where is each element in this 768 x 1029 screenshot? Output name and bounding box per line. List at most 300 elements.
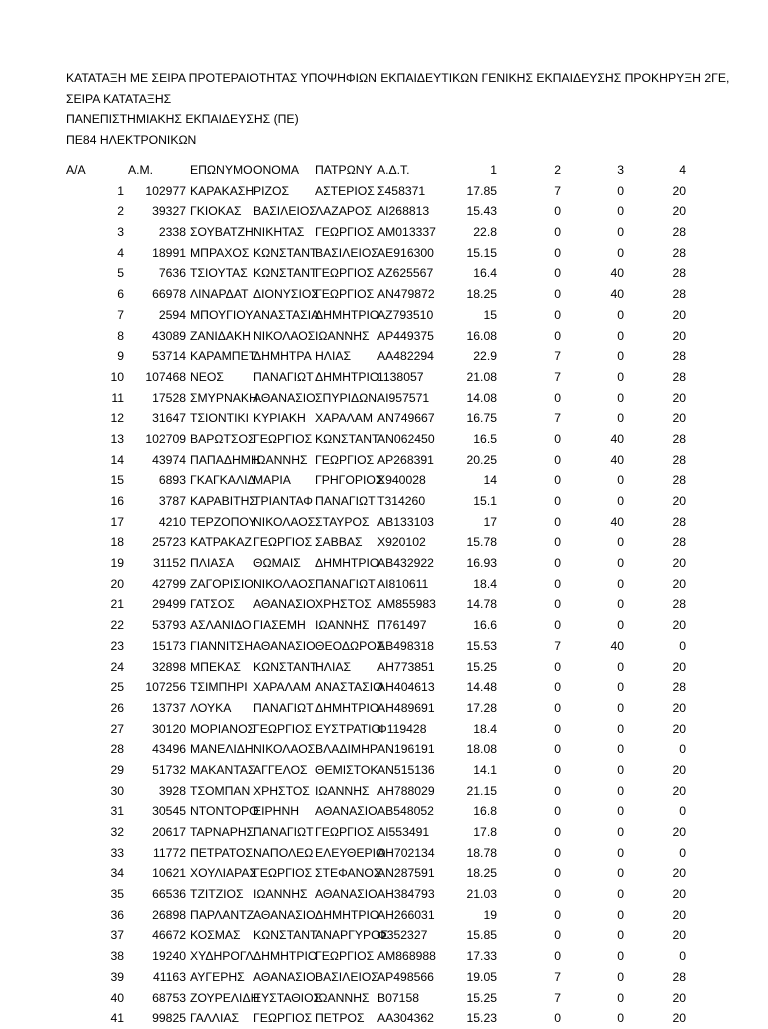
cell-3: 0 [617,245,624,260]
cell-4: 20 [672,411,686,426]
cell-aa: 26 [110,700,124,715]
cell-patronymo: ΣΠΥΡΙΔΩΝ [315,390,378,405]
cell-aa: 31 [110,804,124,819]
cell-onoma: ΔΗΜΗΤΡΑ [253,349,312,364]
cell-1: 18.25 [466,287,497,302]
cell-3: 0 [617,845,624,860]
cell-am: 53793 [152,618,186,633]
cell-aa: 18 [110,535,124,550]
cell-adt: ΑΝ062450 [377,431,435,446]
cell-2: 7 [554,183,561,198]
cell-eponymo: ΤΣΙΟΝΤΙΚΙ [190,411,249,426]
cell-4: 28 [672,597,686,612]
cell-onoma: ΑΘΑΝΑΣΙΟ [253,638,316,653]
cell-eponymo: ΛΟΥΚΑ [190,700,232,715]
table-row [0,636,768,657]
cell-adt: ΑΒ133103 [377,514,434,529]
cell-3: 0 [617,307,624,322]
cell-adt: ΑΡ498566 [377,969,434,984]
cell-3: 0 [617,556,624,571]
cell-onoma: ΝΑΠΟΛΕΩ [253,845,314,860]
cell-patronymo: ΔΗΜΗΤΡΙΟ [315,307,380,322]
cell-am: 10621 [152,866,186,881]
cell-adt: ΑΜ013337 [377,225,436,240]
cell-2: 0 [554,390,561,405]
cell-eponymo: ΜΠΟΥΓΙΟΥ [190,307,254,322]
cell-am: 107256 [145,680,186,695]
cell-am: 43496 [152,742,186,757]
cell-patronymo: ΣΤΕΦΑΝΟΣ [315,866,382,881]
cell-4: 28 [672,349,686,364]
cell-2: 0 [554,762,561,777]
cell-2: 0 [554,535,561,550]
cell-eponymo: ΑΣΛΑΝΙΔΟ [190,618,252,633]
cell-3: 40 [610,287,624,302]
cell-4: 0 [679,638,686,653]
cell-eponymo: ΚΑΡΑΒΙΤΗΣ [190,494,257,508]
cell-aa: 17 [110,514,124,529]
cell-2: 0 [554,556,561,571]
cell-4: 20 [672,390,686,405]
cell-3: 0 [617,907,624,922]
cell-am: 17528 [152,390,186,405]
cell-2: 0 [554,887,561,902]
cell-patronymo: ΘΕΟΔΩΡΟΣ [315,638,385,653]
cell-2: 0 [554,597,561,612]
cell-am: 41163 [153,969,186,984]
cell-4: 20 [672,866,686,881]
cell-am: 3928 [158,783,186,798]
cell-adt: ΑΕ916300 [377,245,434,260]
table-row [0,1008,768,1029]
cell-patronymo: ΔΗΜΗΤΡΙΟ [315,556,380,571]
cell-1: 18.78 [466,845,497,860]
cell-3: 40 [610,266,624,281]
cell-3: 0 [617,949,624,964]
cell-2: 0 [554,866,561,881]
cell-aa: 16 [110,494,124,508]
cell-adt: ΑΝ196191 [377,742,435,757]
cell-am: 99825 [152,1011,186,1026]
table-body [0,181,768,1029]
cell-1: 21.03 [466,887,497,902]
cell-onoma: ΓΕΩΡΓΙΟΣ [253,431,313,446]
cell-am: 102977 [145,183,186,198]
cell-1: 22.8 [473,225,497,240]
cell-eponymo: ΣΟΥΒΑΤΖΗ [190,225,254,240]
cell-2: 7 [554,369,561,384]
cell-1: 15.23 [466,1011,497,1026]
table-row [0,739,768,760]
cell-2: 7 [554,411,561,426]
cell-4: 0 [679,742,686,757]
table-row [0,491,768,512]
cell-patronymo: ΓΡΗΓΟΡΙΟΣ [315,473,384,488]
col-header-3: 3 [617,163,624,177]
cell-aa: 13 [110,431,124,446]
cell-3: 0 [617,990,624,1005]
cell-4: 20 [672,556,686,571]
cell-1: 15.25 [466,659,497,674]
cell-adt: ΑΖ625567 [377,266,434,281]
cell-eponymo: ΓΑΛΛΙΑΣ [190,1011,240,1026]
cell-4: 20 [672,721,686,736]
cell-aa: 2 [117,204,124,219]
cell-4: 20 [672,928,686,943]
table-row [0,512,768,533]
cell-2: 0 [554,576,561,591]
table-row [0,925,768,946]
cell-aa: 23 [110,638,124,653]
cell-aa: 10 [110,369,124,384]
cell-eponymo: ΝΤΟΝΤΟΡΟ [190,804,259,819]
table-row [0,801,768,822]
cell-onoma: ΤΡΙΑΝΤΑΦ [253,494,313,508]
cell-1: 15.25 [466,990,497,1005]
cell-1: 21.08 [466,369,497,384]
cell-2: 7 [554,638,561,653]
cell-4: 28 [672,680,686,695]
cell-2: 7 [554,990,561,1005]
cell-patronymo: ΕΥΣΤΡΑΤΙΟ [315,721,381,736]
cell-aa: 25 [110,680,124,695]
cell-patronymo: ΒΛΑΔΙΜΗΡ [315,742,379,757]
cell-patronymo: ΓΕΩΡΓΙΟΣ [315,225,375,240]
cell-am: 30120 [152,721,186,736]
table-row [0,305,768,326]
cell-eponymo: ΠΑΡΛΑΝΤΖ [190,907,255,922]
cell-eponymo: ΓΙΑΝΝΙΤΣΗ [190,638,253,653]
col-header-2: 2 [554,163,561,177]
cell-aa: 15 [110,473,124,488]
cell-eponymo: ΤΣΙΜΠΗΡΙ [190,680,248,695]
col-header-eponymo: ΕΠΩΝΥΜΟ [190,163,253,177]
cell-am: 25723 [152,535,186,550]
cell-4: 20 [672,783,686,798]
cell-3: 0 [617,762,624,777]
cell-am: 46672 [152,928,186,943]
table-row [0,470,768,491]
cell-am: 30545 [152,804,186,819]
cell-patronymo: ΑΘΑΝΑΣΙΟ [315,887,378,902]
cell-4: 0 [679,804,686,819]
cell-3: 0 [617,887,624,902]
cell-eponymo: ΧΥΔΗΡΟΓΛ [190,949,254,964]
cell-am: 39327 [152,204,186,219]
cell-onoma: ΧΡΗΣΤΟΣ [253,783,310,798]
cell-eponymo: ΑΥΓΕΡΗΣ [190,969,245,984]
cell-3: 0 [617,390,624,405]
cell-adt: Φ119428 [377,721,427,736]
cell-aa: 4 [117,245,124,260]
table-row [0,429,768,450]
cell-2: 0 [554,328,561,343]
table-row [0,243,768,264]
cell-patronymo: ΔΗΜΗΤΡΙΟ [315,369,380,384]
cell-eponymo: ΧΟΥΛΙΑΡΑΣ [190,866,257,881]
cell-4: 20 [672,494,686,508]
col-header-patronymo: ΠΑΤΡΩΝΥ [315,163,373,177]
cell-2: 0 [554,907,561,922]
cell-patronymo: ΙΩΑΝΝΗΣ [315,618,370,633]
cell-eponymo: ΤΣΟΜΠΑΝ [190,783,251,798]
table-row [0,450,768,471]
cell-adt: ΑΑ304362 [377,1011,434,1026]
cell-2: 0 [554,307,561,322]
cell-2: 0 [554,1011,561,1026]
cell-3: 0 [617,369,624,384]
cell-adt: ΑΙ268813 [377,204,430,219]
cell-onoma: ΝΙΚΗΤΑΣ [253,225,305,240]
cell-onoma: ΑΘΑΝΑΣΙΟ [253,390,316,405]
cell-3: 0 [617,659,624,674]
cell-patronymo: ΒΑΣΙΛΕΙΟΣ [315,245,379,260]
cell-1: 18.4 [473,721,497,736]
cell-aa: 40 [110,990,124,1005]
cell-patronymo: ΚΩΝΣΤΑΝΤ [315,431,380,446]
cell-eponymo: ΜΟΡΙΑΝΟΣ [190,721,256,736]
cell-eponymo: ΖΟΥΡΕΛΙΔΗ [190,990,260,1005]
cell-patronymo: ΘΕΜΙΣΤΟΚ [315,762,379,777]
cell-aa: 30 [110,783,124,798]
cell-1: 16.4 [473,266,497,281]
cell-3: 0 [617,576,624,591]
cell-aa: 8 [117,328,124,343]
cell-patronymo: ΓΕΩΡΓΙΟΣ [315,266,375,281]
cell-patronymo: ΠΕΤΡΟΣ [315,1011,365,1026]
cell-adt: ΑΝ749667 [377,411,435,426]
cell-adt: ΑΑ482294 [377,349,434,364]
cell-patronymo: ΑΝΑΡΓΥΡΟΣ [315,928,389,943]
cell-onoma: ΕΙΡΗΝΗ [253,804,300,819]
cell-patronymo: ΧΑΡΑΛΑΜ [315,411,374,426]
cell-aa: 28 [110,742,124,757]
cell-adt: ΑΒ432922 [377,556,434,571]
cell-onoma: ΚΥΡΙΑΚΗ [253,411,306,426]
cell-adt: ΑΝ515136 [377,762,435,777]
cell-aa: 9 [117,349,124,364]
cell-2: 0 [554,804,561,819]
table-row [0,553,768,574]
cell-2: 0 [554,721,561,736]
cell-am: 2594 [158,307,186,322]
cell-adt: ΑΜ868988 [377,949,436,964]
cell-am: 66536 [152,887,186,902]
table-row [0,222,768,243]
cell-patronymo: ΗΛΙΑΣ [315,349,351,364]
cell-onoma: ΓΕΩΡΓΙΟΣ [253,1011,313,1026]
table-row [0,822,768,843]
cell-2: 7 [554,969,561,984]
table-row [0,574,768,595]
cell-adt: ΑΒ498318 [377,638,434,653]
cell-onoma: ΙΩΑΝΝΗΣ [253,452,308,467]
table-row [0,677,768,698]
cell-onoma: ΑΘΑΝΑΣΙΟ [253,597,316,612]
cell-adt: Β07158 [377,990,420,1005]
cell-patronymo: ΠΑΝΑΓΙΩΤ [315,576,376,591]
cell-adt: ΑΖ793510 [377,307,434,322]
cell-patronymo: ΓΕΩΡΓΙΟΣ [315,287,375,302]
cell-adt: ΑΗ788029 [377,783,435,798]
cell-1: 21.15 [466,783,497,798]
cell-adt: ΑΒ548052 [377,804,434,819]
cell-1: 14.78 [466,597,497,612]
cell-4: 20 [672,825,686,839]
cell-2: 0 [554,494,561,508]
cell-adt: ΑΝ287591 [377,866,435,881]
cell-1: 15.78 [466,535,497,550]
cell-1: 16.08 [466,328,497,343]
cell-3: 0 [617,700,624,715]
cell-adt: ΑΗ489691 [377,700,435,715]
table-row [0,201,768,222]
cell-onoma: ΚΩΝΣΤΑΝΤ [253,245,318,260]
cell-aa: 29 [110,762,124,777]
cell-onoma: ΠΑΝΑΓΙΩΤ [253,825,314,839]
cell-3: 0 [617,804,624,819]
cell-eponymo: ΠΕΤΡΑΤΟΣ [190,845,254,860]
cell-onoma: ΠΑΝΑΓΙΩΤ [253,369,314,384]
table-row [0,843,768,864]
cell-3: 40 [610,452,624,467]
table-row [0,326,768,347]
cell-onoma: ΓΕΩΡΓΙΟΣ [253,866,313,881]
cell-1: 16.6 [473,618,497,633]
cell-4: 20 [672,204,686,219]
cell-aa: 24 [110,659,124,674]
cell-eponymo: ΜΑΝΕΛΙΔΗ [190,742,254,757]
table-row [0,388,768,409]
cell-aa: 39 [110,969,124,984]
cell-eponymo: ΜΠΡΑΧΟΣ [190,245,250,260]
cell-patronymo: ΠΑΝΑΓΙΩΤ [315,494,376,508]
cell-adt: Τ314260 [377,494,426,508]
cell-3: 0 [617,1011,624,1026]
cell-2: 0 [554,825,561,839]
cell-4: 20 [672,183,686,198]
cell-patronymo: ΒΑΣΙΛΕΙΟΣ [315,969,379,984]
cell-eponymo: ΤΕΡΖΟΠΟΥ [190,514,257,529]
cell-patronymo: ΗΛΙΑΣ [315,659,351,674]
cell-eponymo: ΤΑΡΝΑΡΗΣ [190,825,255,839]
cell-eponymo: ΖΑΝΙΔΑΚΗ [190,328,251,343]
cell-3: 0 [617,204,624,219]
table-row [0,698,768,719]
cell-patronymo: ΔΗΜΗΤΡΙΟ [315,907,380,922]
cell-am: 15173 [152,638,186,653]
cell-onoma: ΜΑΡΙΑ [253,473,291,488]
cell-1: 18.25 [466,866,497,881]
cell-adt: ΑΡ268391 [377,452,434,467]
cell-am: 32898 [152,659,186,674]
cell-am: 4210 [158,514,186,529]
cell-am: 13737 [152,700,186,715]
table-row [0,615,768,636]
cell-am: 68753 [152,990,186,1005]
cell-adt: 1138057 [377,369,424,384]
cell-3: 0 [617,928,624,943]
cell-1: 19.05 [466,969,497,984]
cell-4: 20 [672,762,686,777]
cell-1: 20.25 [466,452,497,467]
table-row [0,408,768,429]
table-row [0,284,768,305]
cell-onoma: ΝΙΚΟΛΑΟΣ [253,514,316,529]
cell-am: 31647 [152,411,186,426]
table-row [0,946,768,967]
cell-1: 19 [483,907,497,922]
cell-4: 20 [672,307,686,322]
table-row [0,884,768,905]
cell-eponymo: ΚΑΡΑΚΑΣΗ [190,183,255,198]
cell-adt: ΑΗ404613 [377,680,435,695]
cell-1: 16.8 [473,804,497,819]
cell-am: 20617 [152,825,186,839]
cell-1: 17 [483,514,497,529]
cell-adt: ΑΗ384793 [377,887,435,902]
cell-eponymo: ΖΑΓΟΡΙΣΙΟ [190,576,254,591]
cell-aa: 11 [111,390,124,405]
cell-aa: 20 [110,576,124,591]
cell-onoma: ΝΙΚΟΛΑΟΣ [253,328,316,343]
table-row [0,594,768,615]
cell-onoma: ΚΩΝΣΤΑΝΤ [253,659,318,674]
cell-eponymo: ΤΖΙΤΖΙΟΣ [190,887,244,902]
cell-patronymo: ΔΗΜΗΤΡΙΟ [315,700,380,715]
col-header-onoma: ΟΝΟΜΑ [253,163,300,177]
cell-3: 0 [617,969,624,984]
cell-4: 20 [672,907,686,922]
cell-aa: 38 [110,949,124,964]
cell-4: 0 [679,949,686,964]
cell-1: 16.93 [466,556,497,571]
col-header-am: Α.Μ. [128,163,154,177]
cell-am: 51732 [152,762,186,777]
cell-am: 53714 [152,349,186,364]
cell-2: 0 [554,452,561,467]
document-header [66,68,756,151]
table-row [0,367,768,388]
cell-onoma: ΑΘΑΝΑΣΙΟ [253,969,316,984]
cell-2: 0 [554,659,561,674]
cell-eponymo: ΒΑΡΩΤΣΟΣ [190,431,256,446]
cell-2: 0 [554,783,561,798]
cell-1: 18.08 [466,742,497,757]
cell-3: 0 [617,473,624,488]
cell-onoma: ΚΩΝΣΤΑΝΤ [253,266,318,281]
cell-2: 0 [554,949,561,964]
cell-am: 2338 [158,225,186,240]
cell-eponymo: ΛΙΝΑΡΔΑΤ [190,287,249,302]
cell-2: 0 [554,618,561,633]
cell-3: 0 [617,349,624,364]
cell-patronymo: ΑΝΑΣΤΑΣΙΟ [315,680,383,695]
cell-eponymo: ΣΜΥΡΝΑΚΗ [190,390,258,405]
cell-am: 102709 [145,431,186,446]
table-row [0,532,768,553]
cell-1: 17.8 [473,825,497,839]
cell-eponymo: ΜΠΕΚΑΣ [190,659,241,674]
cell-3: 0 [617,742,624,757]
cell-4: 28 [672,514,686,529]
cell-patronymo: ΣΑΒΒΑΣ [315,535,363,550]
cell-onoma: ΧΑΡΑΛΑΜ [253,680,312,695]
cell-1: 14.1 [473,762,497,777]
col-header-aa: Α/Α [66,163,86,177]
cell-3: 0 [617,866,624,881]
cell-patronymo: ΓΕΩΡΓΙΟΣ [315,452,375,467]
